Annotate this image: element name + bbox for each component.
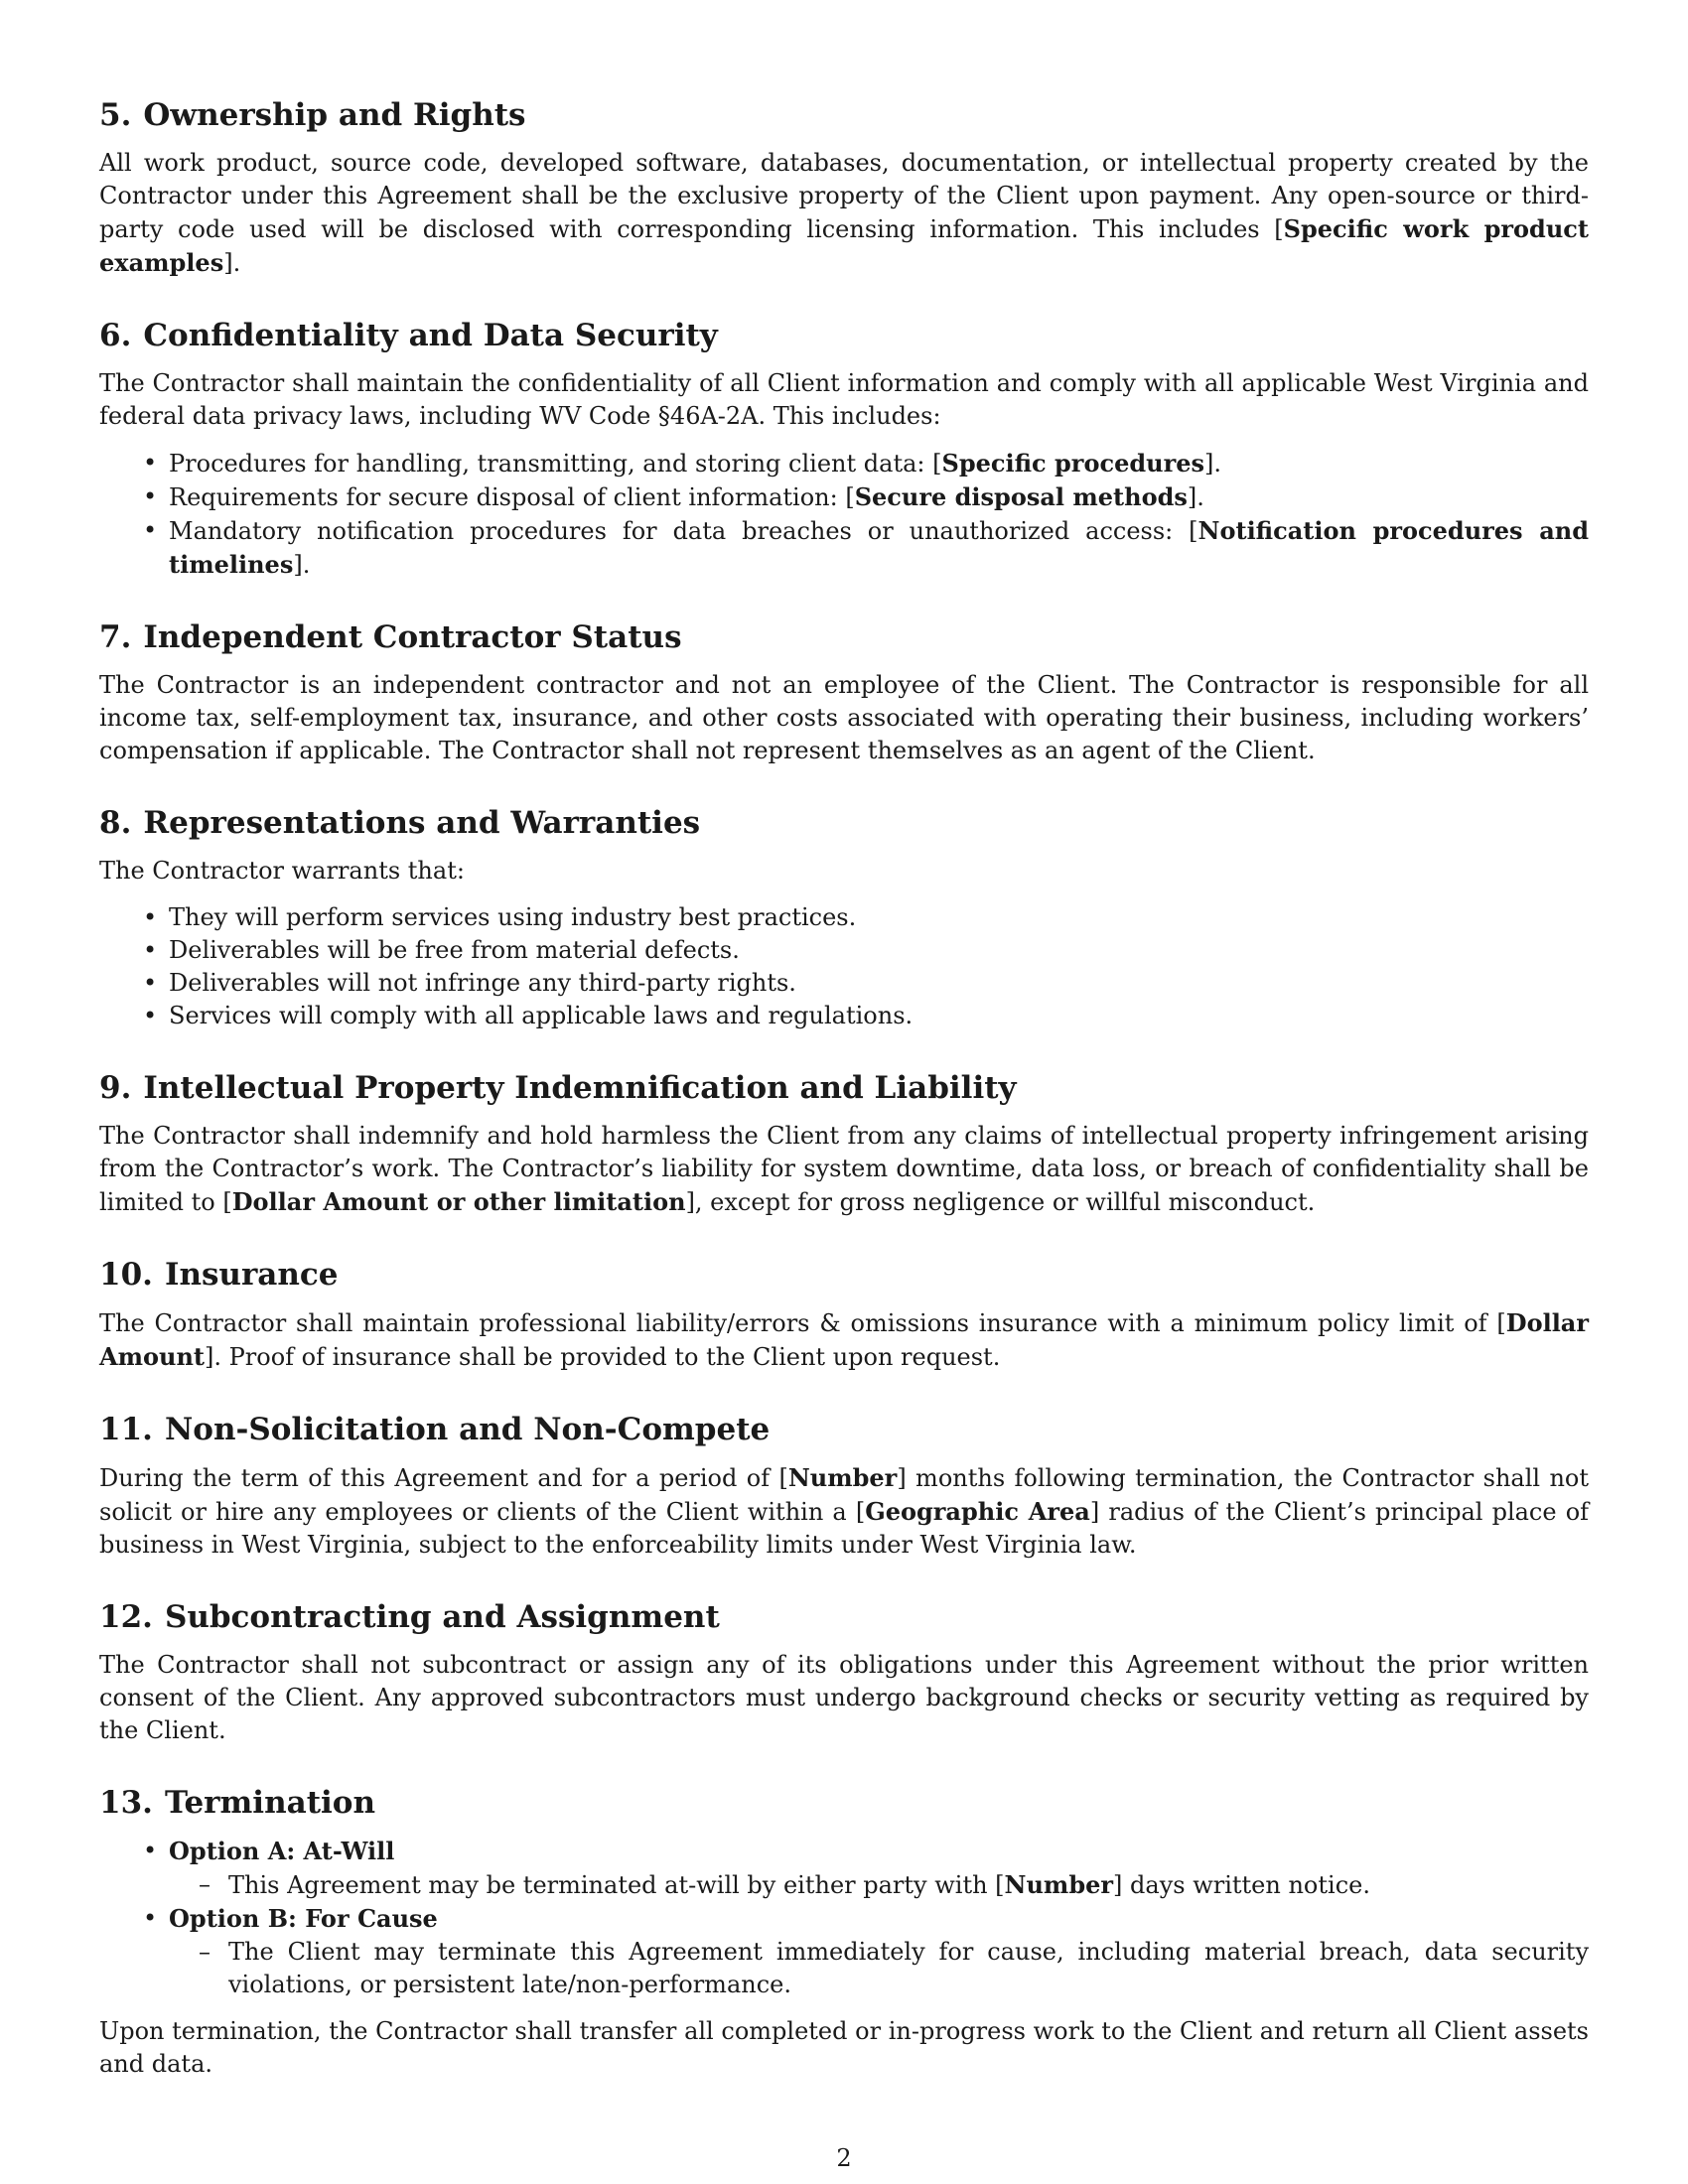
list-item: • They will perform services using industry best practices. — [169, 901, 1589, 934]
section-indemnification — [99, 1068, 1589, 1219]
option-b-label: Option B: For Cause — [169, 1904, 438, 1933]
list-item: • Procedures for handling, transmitting, and storing client data: [Specific procedures]. — [169, 447, 1589, 480]
bullet-list — [99, 447, 1589, 582]
section-ownership — [99, 95, 1589, 280]
bullet-list — [99, 1835, 1589, 2001]
sub-list — [169, 1936, 1589, 2001]
placeholder-field: Specific work product examples — [99, 214, 1589, 277]
placeholder-field: Specific procedures — [941, 449, 1204, 478]
option-a-label: Option A: At-Will — [169, 1837, 395, 1865]
list-item: • Services will comply with all applicable laws and regulations. — [169, 1000, 1589, 1032]
section-paragraph: The Contractor is an independent contractor and not an employee of the Client. The Contractor is responsible for all income tax, self-employment tax, insurance, and other costs associated with operating their business, including workers’ compensation if applicable. The Contractor shall not represent themselves as an agent of the Client. — [99, 671, 1589, 764]
placeholder-field: Geographic Area — [865, 1497, 1090, 1526]
sub-list-item: – This Agreement may be terminated at-will by either party with [Number] days written notice. — [228, 1868, 1589, 1902]
section-heading: 5. Ownership and Rights — [99, 97, 526, 133]
page-number: 2 — [836, 2144, 852, 2172]
section-heading: 12. Subcontracting and Assignment — [99, 1599, 720, 1635]
section-paragraph: The Contractor shall maintain professional liability/errors & omissions insurance with a minimum policy limit of [Dollar Amount]. Proof of insurance shall be provided to the Client upon request. — [99, 1308, 1589, 1371]
placeholder-field: Number — [787, 1463, 898, 1492]
section-warranties — [99, 803, 1589, 1032]
placeholder-field: Secure disposal methods — [854, 482, 1188, 511]
list-item: • Deliverables will not infringe any third-party rights. — [169, 967, 1589, 1000]
section-paragraph: Upon termination, the Contractor shall transfer all completed or in-progress work to the Client and return all Client assets and data. — [99, 2017, 1589, 2078]
section-heading: 10. Insurance — [99, 1257, 339, 1293]
section-heading: 9. Intellectual Property Indemnification and Liability — [99, 1070, 1017, 1106]
sub-list — [169, 1868, 1589, 1902]
section-termination — [99, 1783, 1589, 2081]
section-heading: 7. Independent Contractor Status — [99, 619, 682, 655]
placeholder-field: Dollar Amount — [99, 1308, 1589, 1371]
section-subcontracting — [99, 1597, 1589, 1747]
placeholder-field: Number — [1004, 1870, 1114, 1899]
list-item — [169, 1835, 1589, 1902]
section-paragraph: During the term of this Agreement and for a period of [Number] months following termination, the Contractor shall not solicit or hire any employees or clients of the Client within a [Geographic Area] radius of the Client’s principal place of business in West Virginia, subject to the enforceability limits under West Virginia law. — [99, 1463, 1590, 1559]
list-item: • Deliverables will be free from material defects. — [169, 934, 1589, 967]
bullet-list — [99, 901, 1589, 1032]
list-item — [169, 1902, 1589, 2001]
section-confidentiality — [99, 316, 1589, 582]
sub-list-item: – The Client may terminate this Agreement immediately for cause, including material breach, data security violations, or persistent late/non-performance. — [228, 1936, 1589, 2001]
section-paragraph: The Contractor shall indemnify and hold harmless the Client from any claims of intellectual property infringement arising from the Contractor’s work. The Contractor’s liability for system downtime, data loss, or breach of confidentiality shall be limited to [Dollar Amount or other limitation], except for gross negligence or willful misconduct. — [99, 1122, 1589, 1216]
placeholder-field: Dollar Amount or other limitation — [231, 1187, 686, 1216]
section-contractor-status — [99, 617, 1589, 767]
section-heading: 13. Termination — [99, 1785, 376, 1821]
document-page — [99, 95, 1589, 2116]
section-heading: 6. Confidentiality and Data Security — [99, 318, 718, 353]
section-paragraph: All work product, source code, developed software, databases, documentation, or intellectual property created by the Contractor under this Agreement shall be the exclusive property of the Client upon payment. Any open-source or third-party code used will be disclosed with corresponding licensing information. This includes [Specific work product examples]. — [99, 149, 1589, 277]
list-item: • Requirements for secure disposal of client information: [Secure disposal methods]. — [169, 480, 1589, 514]
placeholder-field: Notification procedures and timelines — [169, 516, 1589, 579]
section-heading: 11. Non-Solicitation and Non-Compete — [99, 1412, 771, 1447]
section-paragraph: The Contractor warrants that: — [99, 857, 465, 885]
section-heading: 8. Representations and Warranties — [99, 805, 701, 841]
list-item: • Mandatory notification procedures for data breaches or unauthorized access: [Notification procedures and timelines]. — [169, 514, 1589, 582]
section-insurance — [99, 1255, 1589, 1374]
section-paragraph: The Contractor shall maintain the confidentiality of all Client information and comply with all applicable West Virginia and federal data privacy laws, including WV Code §46A-2A. This includes: — [99, 369, 1589, 430]
section-non-solicitation — [99, 1410, 1589, 1562]
section-paragraph: The Contractor shall not subcontract or assign any of its obligations under this Agreement without the prior written consent of the Client. Any approved subcontractors must undergo background checks or security vetting as required by the Client. — [99, 1651, 1589, 1744]
